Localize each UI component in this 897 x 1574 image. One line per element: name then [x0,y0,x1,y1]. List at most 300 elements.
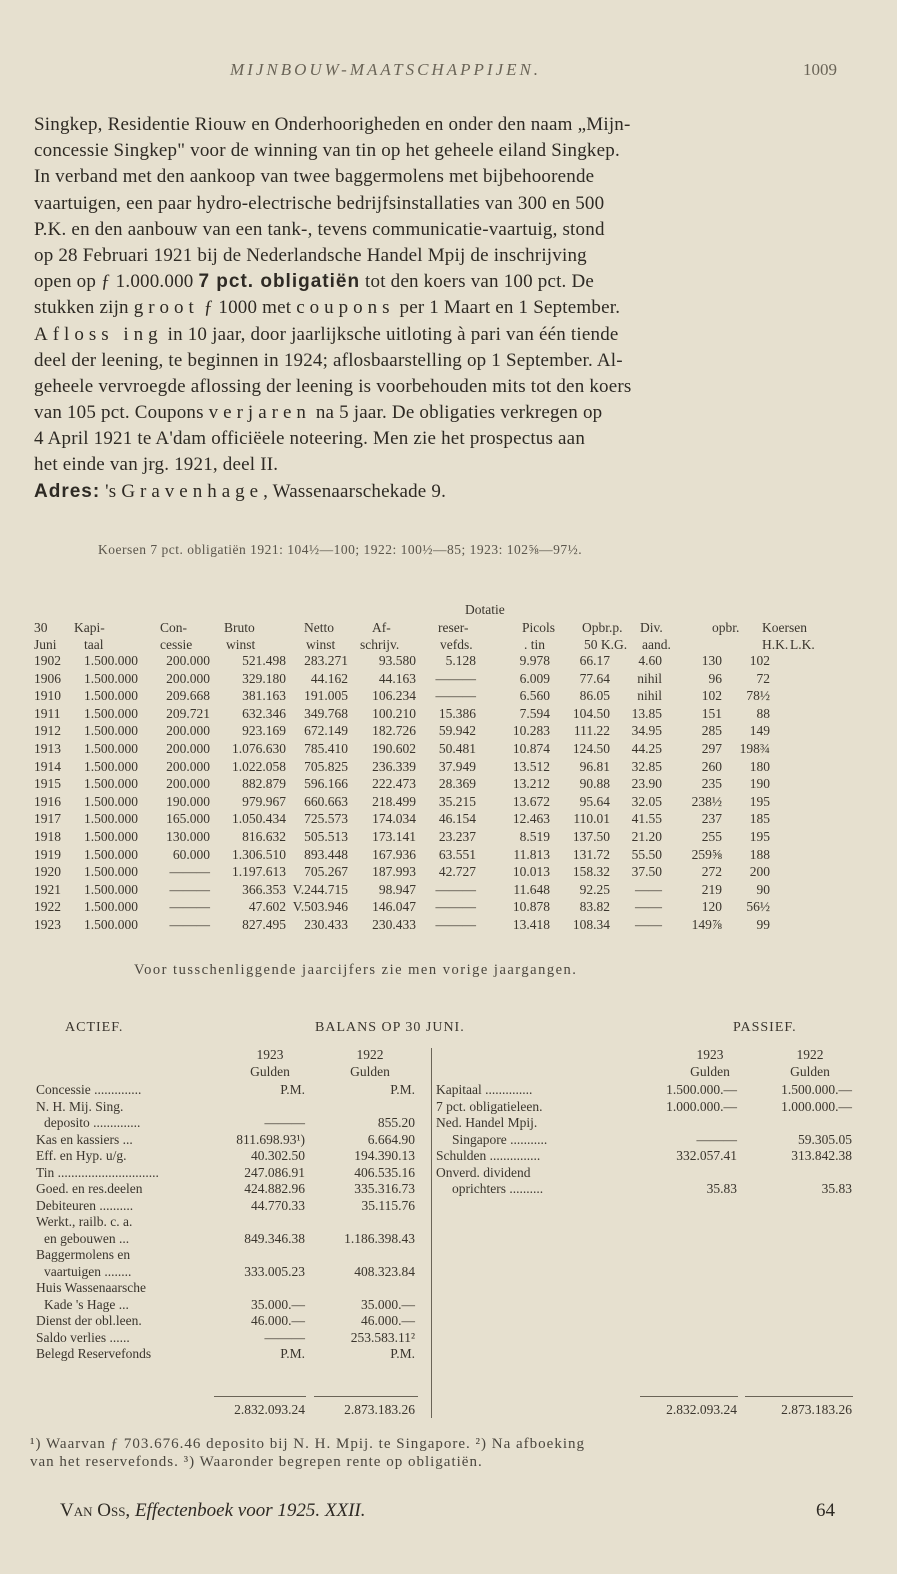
table-cell: 13.418 [512,917,550,932]
table-cell: 120 [701,899,722,915]
column-header: . tin [524,637,546,652]
table-cell: 59.942 [438,723,476,739]
table-cell: 222.473 [372,776,416,792]
asset-value-1922: 46.000.— [361,1313,415,1328]
table-cell: 200.000 [166,653,210,668]
table-cell: 190.000 [166,793,210,809]
total-rule [640,1396,738,1397]
table-cell: 521.498 [242,653,286,668]
table-cell: 23.90 [631,776,662,792]
asset-value-1922: 194.390.13 [354,1148,415,1163]
table-cell: ——— [435,881,476,897]
table-row-year: 1914 [34,758,61,774]
table-row-year: 1911 [34,705,61,721]
liability-value-1923: ——— [696,1131,737,1147]
bond-title: 7 pct. obligatiën [198,271,361,293]
address-label: Adres: [34,480,101,502]
table-cell: 130 [701,653,722,668]
header-page-number: 1009 [803,60,837,79]
footnote: ¹) Waarvan ƒ 703.676.46 deposito bij N. H. Mpij. te Singapore. ²) Na afboeking [30,1436,586,1452]
text-line: het einde van jrg. 1921, deel II. [34,454,279,476]
total-1922: 2.873.183.26 [344,1402,415,1417]
table-row-year: 1902 [34,653,61,668]
asset-label: deposito .............. [44,1115,141,1130]
table-cell: 1.500.000 [84,881,138,897]
table-cell: 130.000 [166,829,210,844]
table-cell: 218.499 [372,793,416,809]
table-cell: 816.632 [242,829,286,844]
asset-label: en gebouwen ... [44,1230,130,1246]
spaced-term: groot [133,297,199,319]
table-cell: 893.448 [304,846,348,862]
table-cell: 349.768 [304,705,348,721]
table-cell: 1.500.000 [84,899,138,915]
table-cell: ——— [169,917,210,932]
table-cell: 283.271 [304,653,348,668]
table-cell: 10.013 [512,864,550,880]
table-cell: 131.72 [572,846,610,862]
table-cell: 725.573 [304,811,348,827]
asset-value-1922: P.M. [390,1082,415,1097]
column-header: taal [84,637,104,652]
year-header: 1922 [796,1047,824,1062]
table-cell: 6.560 [519,688,550,704]
table-row-year: 1919 [34,846,61,862]
table-row-year: 1917 [34,811,61,827]
table-cell: 102 [701,688,722,704]
column-header: Picols [522,620,556,635]
table-row-year: 1921 [34,881,61,897]
table-cell: 66.17 [579,653,610,668]
table-cell: 238½ [691,793,722,809]
total-rule [314,1396,418,1397]
table-cell: 191.005 [304,688,348,704]
table-cell: 1.500.000 [84,793,138,809]
table-cell: 83.82 [579,899,610,915]
table-cell: 32.05 [631,793,662,809]
table-note: Voor tusschenliggende jaarcijfers zie men vorige jaargangen. [134,962,578,978]
volume: XXII. [324,1500,366,1521]
table-cell: 200.000 [166,723,210,739]
table-cell: 285 [701,723,722,739]
table-cell: 99 [756,917,770,932]
table-cell: 104.50 [572,705,610,721]
table-cell: 111.22 [573,723,610,739]
table-cell: 1.500.000 [84,705,138,721]
table-cell: nihil [637,670,662,686]
column-header: 50 K.G. [584,637,628,652]
liability-value-1922: 1.500.000.— [781,1082,852,1097]
text-line: P.K. en den aanbouw van een tank-, tevens communicatie-vaartuig, stond [34,218,605,240]
column-header: vefds. [440,637,473,652]
table-cell: 209.668 [166,688,210,704]
asset-label: Dienst der obl.leen. [36,1313,142,1328]
balance-title: BALANS OP 30 JUNI. [315,1020,465,1035]
table-cell: 195 [749,793,770,809]
table-cell: 15.386 [438,705,476,721]
table-cell: 137.50 [572,829,610,844]
asset-value-1923: 424.882.96 [244,1181,305,1196]
table-cell: 219 [701,881,722,897]
table-cell: 923.169 [242,723,286,739]
column-header: opbr. [712,620,740,635]
table-cell: 1.050.434 [232,811,286,827]
table-cell: 187.993 [372,864,416,880]
author: Van Oss, [60,1500,131,1521]
table-cell: 95.64 [579,793,610,809]
table-cell: 190.602 [372,741,416,756]
asset-value-1922: 406.535.16 [354,1164,415,1180]
text-span: van 105 pct. Coupons [34,402,209,424]
table-cell: 259⅝ [691,846,722,862]
table-cell: 56½ [746,899,770,915]
column-header: reser- [438,620,469,635]
asset-label: Concessie .............. [36,1082,142,1097]
asset-value-1922: 408.323.84 [354,1263,415,1279]
column-header: Juni [34,637,57,652]
unit-header: Gulden [690,1064,730,1079]
table-cell: ——— [169,864,210,880]
table-row-year: 1906 [34,670,61,686]
column-header: Netto [304,620,334,635]
table-cell: 1.500.000 [84,846,138,862]
table-cell: 10.878 [512,899,550,915]
table-cell: 195 [749,829,770,844]
asset-value-1922: P.M. [390,1346,415,1361]
table-cell: 149⅞ [691,917,722,932]
table-cell: 108.34 [572,917,610,932]
table-cell: 1.022.058 [232,758,286,774]
table-cell: 13.672 [512,793,550,809]
table-cell: 1.500.000 [84,811,138,827]
table-cell: —— [635,881,662,897]
table-cell: 1.500.000 [84,670,138,686]
year-header: 1923 [696,1047,724,1062]
table-cell: 1.500.000 [84,864,138,880]
liability-label: Ned. Handel Mpij. [436,1115,538,1130]
passief-heading: PASSIEF. [733,1020,797,1035]
text-span: 's [100,480,122,502]
asset-value-1923: 46.000.— [251,1313,305,1328]
table-cell: V.503.946 [292,899,348,915]
table-cell: 151 [701,705,722,721]
table-cell: —— [635,899,662,915]
spaced-term: verjaren [208,402,311,424]
asset-value-1922: 35.000.— [361,1296,415,1312]
table-cell: 1.500.000 [84,723,138,739]
table-cell: ——— [435,899,476,915]
table-cell: 11.813 [513,846,550,862]
asset-value-1923: 35.000.— [251,1296,305,1312]
liability-label: Onverd. dividend [436,1164,531,1180]
liability-label: Kapitaal .............. [436,1082,533,1097]
table-cell: 106.234 [372,688,416,704]
table-cell: 785.410 [304,741,348,756]
table-cell: —— [635,917,662,932]
book-title: Effectenboek voor 1925. [134,1500,321,1521]
asset-label: Baggermolens en [36,1247,131,1262]
liability-value-1923: 1.000.000.— [666,1098,737,1114]
asset-value-1923: ——— [264,1329,305,1345]
table-cell: ——— [169,881,210,897]
text-line: concessie Singkep" voor de winning van tin op het geheele eiland Singkep. [34,140,620,162]
table-cell: 230.433 [304,917,348,932]
table-row-year: 1915 [34,776,61,792]
table-row-year: 1912 [34,723,61,739]
table-cell: 260 [701,758,722,774]
table-cell: 44.162 [310,670,348,686]
table-row-year: 1913 [34,741,61,756]
table-cell: 165.000 [166,811,210,827]
table-cell: 1.500.000 [84,741,138,756]
liability-value-1923: 35.83 [706,1181,737,1196]
table-cell: 63.551 [438,846,476,862]
table-cell: 44.25 [631,741,662,756]
asset-value-1923: 333.005.23 [244,1263,305,1279]
table-row-year: 1910 [34,688,61,704]
table-cell: 705.825 [304,758,348,774]
total-rule [745,1396,853,1397]
total-rule [214,1396,306,1397]
table-cell: 41.55 [631,811,662,827]
table-cell: 255 [701,829,722,844]
table-cell: 4.60 [638,653,662,668]
table-row-year: 1922 [34,899,61,915]
table-cell: 34.95 [631,723,662,739]
text-span: per 1 Maart en 1 September. [394,297,621,319]
table-cell: 200.000 [166,741,210,756]
column-header: winst [226,637,256,652]
column-header: Con- [160,620,187,635]
table-cell: 6.009 [519,670,550,686]
table-cell: 1.076.630 [232,741,286,756]
table-cell: 672.149 [304,723,348,739]
liability-label: Schulden ............... [436,1148,541,1163]
asset-label: Werkt., railb. c. a. [36,1214,133,1229]
liability-value-1922: 1.000.000.— [781,1098,852,1114]
table-cell: 381.163 [242,688,286,704]
spaced-term: Afloss ing [34,323,163,345]
table-cell: 200.000 [166,670,210,686]
table-cell: ——— [435,670,476,686]
unit-header: Gulden [350,1064,390,1079]
text-span: stukken zijn [34,297,134,319]
column-header: Bruto [224,620,255,635]
table-cell: 72 [756,670,770,686]
table-cell: 149 [749,723,770,739]
table-cell: 1.500.000 [84,776,138,792]
text-line: geheele vervroegde aflossing der leening is voorbehouden mits tot den koers [34,375,632,397]
column-header: Opbr.p. [582,620,623,635]
table-cell: 9.978 [519,653,550,668]
table-cell: 47.602 [248,899,286,915]
table-cell: 50.481 [438,741,476,756]
table-cell: 55.50 [631,846,662,862]
liability-value-1922: 313.842.38 [791,1148,852,1163]
table-cell: 1.500.000 [84,653,138,668]
table-cell: 10.283 [512,723,550,739]
table-cell: 13.85 [631,705,662,721]
column-header: 30 [34,620,48,635]
table-cell: 200 [749,864,770,880]
table-cell: 100.210 [372,705,416,721]
table-cell: V.244.715 [292,881,348,897]
text-line: In verband met den aankoop van twee baggermolens met bijbehoorende [34,166,595,188]
balance-divider [431,1048,432,1418]
liability-value-1922: 35.83 [821,1181,852,1196]
asset-value-1923: P.M. [280,1346,305,1361]
table-cell: 37.949 [438,758,476,774]
column-header: Dotatie [465,602,505,617]
column-header: Div. [640,620,663,635]
asset-label: Huis Wassenaarsche [36,1280,147,1295]
table-cell: 146.047 [372,899,416,915]
text-line: Singkep, Residentie Riouw en Onderhoorigheden en onder den naam „Mijn- [34,114,631,135]
table-cell: 1.500.000 [84,917,138,932]
table-cell: 23.237 [438,829,476,844]
spaced-term: Gravenhage [121,480,264,502]
table-row-year: 1918 [34,829,61,844]
table-cell: 78½ [746,688,770,704]
year-header: 1923 [256,1047,284,1062]
table-cell: 5.128 [445,653,476,668]
table-cell: 1.500.000 [84,758,138,774]
table-cell: 93.580 [378,653,416,668]
text-span: open op ƒ 1.000.000 [34,271,199,293]
footer-page-number: 64 [816,1500,835,1521]
table-cell: 21.20 [631,829,662,844]
table-cell: 297 [701,741,722,756]
unit-header: Gulden [250,1064,290,1079]
asset-value-1922: 855.20 [377,1115,415,1130]
text-line: 4 April 1921 te A'dam officiëele noteering. Men zie het prospectus aan [34,428,586,450]
table-cell: 632.346 [242,705,286,721]
column-header: cessie [160,637,193,652]
column-header: winst [306,637,336,652]
asset-label: Kade 's Hage ... [44,1296,129,1312]
asset-value-1922: 253.583.11² [350,1329,415,1345]
table-cell: 96.81 [579,758,610,774]
table-cell: 44.163 [378,670,416,686]
total-1923: 2.832.093.24 [666,1402,737,1417]
table-cell: 158.32 [572,864,610,880]
asset-label: Debiteuren .......... [36,1197,134,1213]
liability-value-1923: 1.500.000.— [666,1082,737,1097]
table-cell: 660.663 [304,793,348,809]
table-cell: 35.215 [438,793,476,809]
asset-value-1923: 40.302.50 [251,1148,305,1163]
asset-label: Eff. en Hyp. u/g. [36,1148,127,1163]
table-cell: 190 [749,776,770,792]
table-cell: 230.433 [372,917,416,932]
asset-label: vaartuigen ........ [44,1263,132,1279]
total-1922: 2.873.183.26 [781,1402,852,1417]
bond-quotes: Koersen 7 pct. obligatiën 1921: 104½—100; 1922: 100½—85; 1923: 102⅝—97½. [98,542,583,557]
column-header: schrijv. [360,637,400,652]
table-cell: 1.500.000 [84,688,138,704]
table-cell: 28.369 [438,776,476,792]
table-cell: 1.500.000 [84,829,138,844]
table-cell: 200.000 [166,758,210,774]
table-cell: 96 [708,670,722,686]
column-header: Koersen [762,620,807,635]
asset-value-1923: P.M. [280,1082,305,1097]
liability-value-1922: 59.305.05 [798,1131,852,1147]
text-span: na 5 jaar. De obligaties verkregen op [310,402,603,424]
asset-value-1923: ——— [264,1115,305,1130]
table-cell: 505.513 [304,829,348,844]
actief-heading: ACTIEF. [65,1020,124,1035]
table-cell: 167.936 [372,846,416,862]
table-cell: 1.306.510 [232,846,286,862]
table-cell: 13.212 [512,776,550,792]
asset-value-1922: 1.186.398.43 [344,1230,415,1246]
book-reference [60,1500,366,1522]
table-cell: 86.05 [579,688,610,704]
liability-label: oprichters .......... [452,1181,544,1196]
table-cell: 42.727 [438,864,476,880]
table-cell: nihil [637,688,662,704]
text-span: ƒ 1000 met [198,297,297,319]
asset-value-1923: 849.346.38 [244,1230,305,1246]
table-cell: 90.88 [579,776,610,792]
table-cell: 237 [701,811,722,827]
asset-label: N. H. Mij. Sing. [36,1098,124,1114]
text-span: , Wassenaarschekade 9. [263,480,447,502]
table-cell: 77.64 [579,670,610,686]
table-cell: 185 [749,811,770,827]
table-cell: 198¾ [739,741,770,756]
table-cell: 596.166 [304,776,348,792]
table-cell: 705.267 [304,864,348,880]
table-cell: 60.000 [172,846,210,862]
table-cell: 12.463 [512,811,550,827]
running-header: MIJNBOUW-MAATSCHAPPIJEN. [230,60,542,79]
asset-value-1923: 811.698.93¹) [236,1131,305,1147]
table-cell: 979.967 [242,793,286,809]
text-line: deel der leening, te beginnen in 1924; aflosbaarstelling op 1 September. Al- [34,349,623,371]
table-cell: 182.726 [372,723,416,739]
year-header: 1922 [356,1047,384,1062]
asset-label: Goed. en res.deelen [36,1181,143,1196]
table-cell: 200.000 [166,776,210,792]
text-line: op 28 Februari 1921 bij de Nederlandsche Handel Mpij de inschrijving [34,244,587,266]
column-header: L.K. [790,637,815,652]
column-header: aand. [642,637,671,652]
asset-value-1922: 6.664.90 [367,1131,415,1147]
text-line: vaartuigen, een paar hydro-electrische bedrijfsinstallaties van 300 en 500 [34,192,605,214]
table-cell: ——— [435,917,476,932]
text-span: in 10 jaar, door jaarlijksche uitloting à pari van één tiende [162,323,619,345]
table-cell: ——— [169,899,210,915]
table-cell: 272 [701,864,722,880]
table-row-year: 1916 [34,793,61,809]
table-row-year: 1923 [34,917,61,932]
table-cell: ——— [435,688,476,704]
asset-label: Kas en kassiers ... [36,1131,133,1147]
table-cell: 882.879 [242,776,286,792]
table-cell: 188 [749,846,770,862]
asset-value-1923: 44.770.33 [251,1197,305,1213]
asset-value-1922: 35.115.76 [361,1197,415,1213]
table-cell: 90 [756,881,770,897]
column-header: H.K. [762,637,789,652]
table-cell: 102 [749,653,770,668]
asset-label: Tin .............................. [36,1164,159,1180]
text-span: tot den koers van 100 pct. De [360,271,595,293]
liability-label: Singapore ........... [452,1131,548,1147]
table-cell: 124.50 [572,741,610,756]
